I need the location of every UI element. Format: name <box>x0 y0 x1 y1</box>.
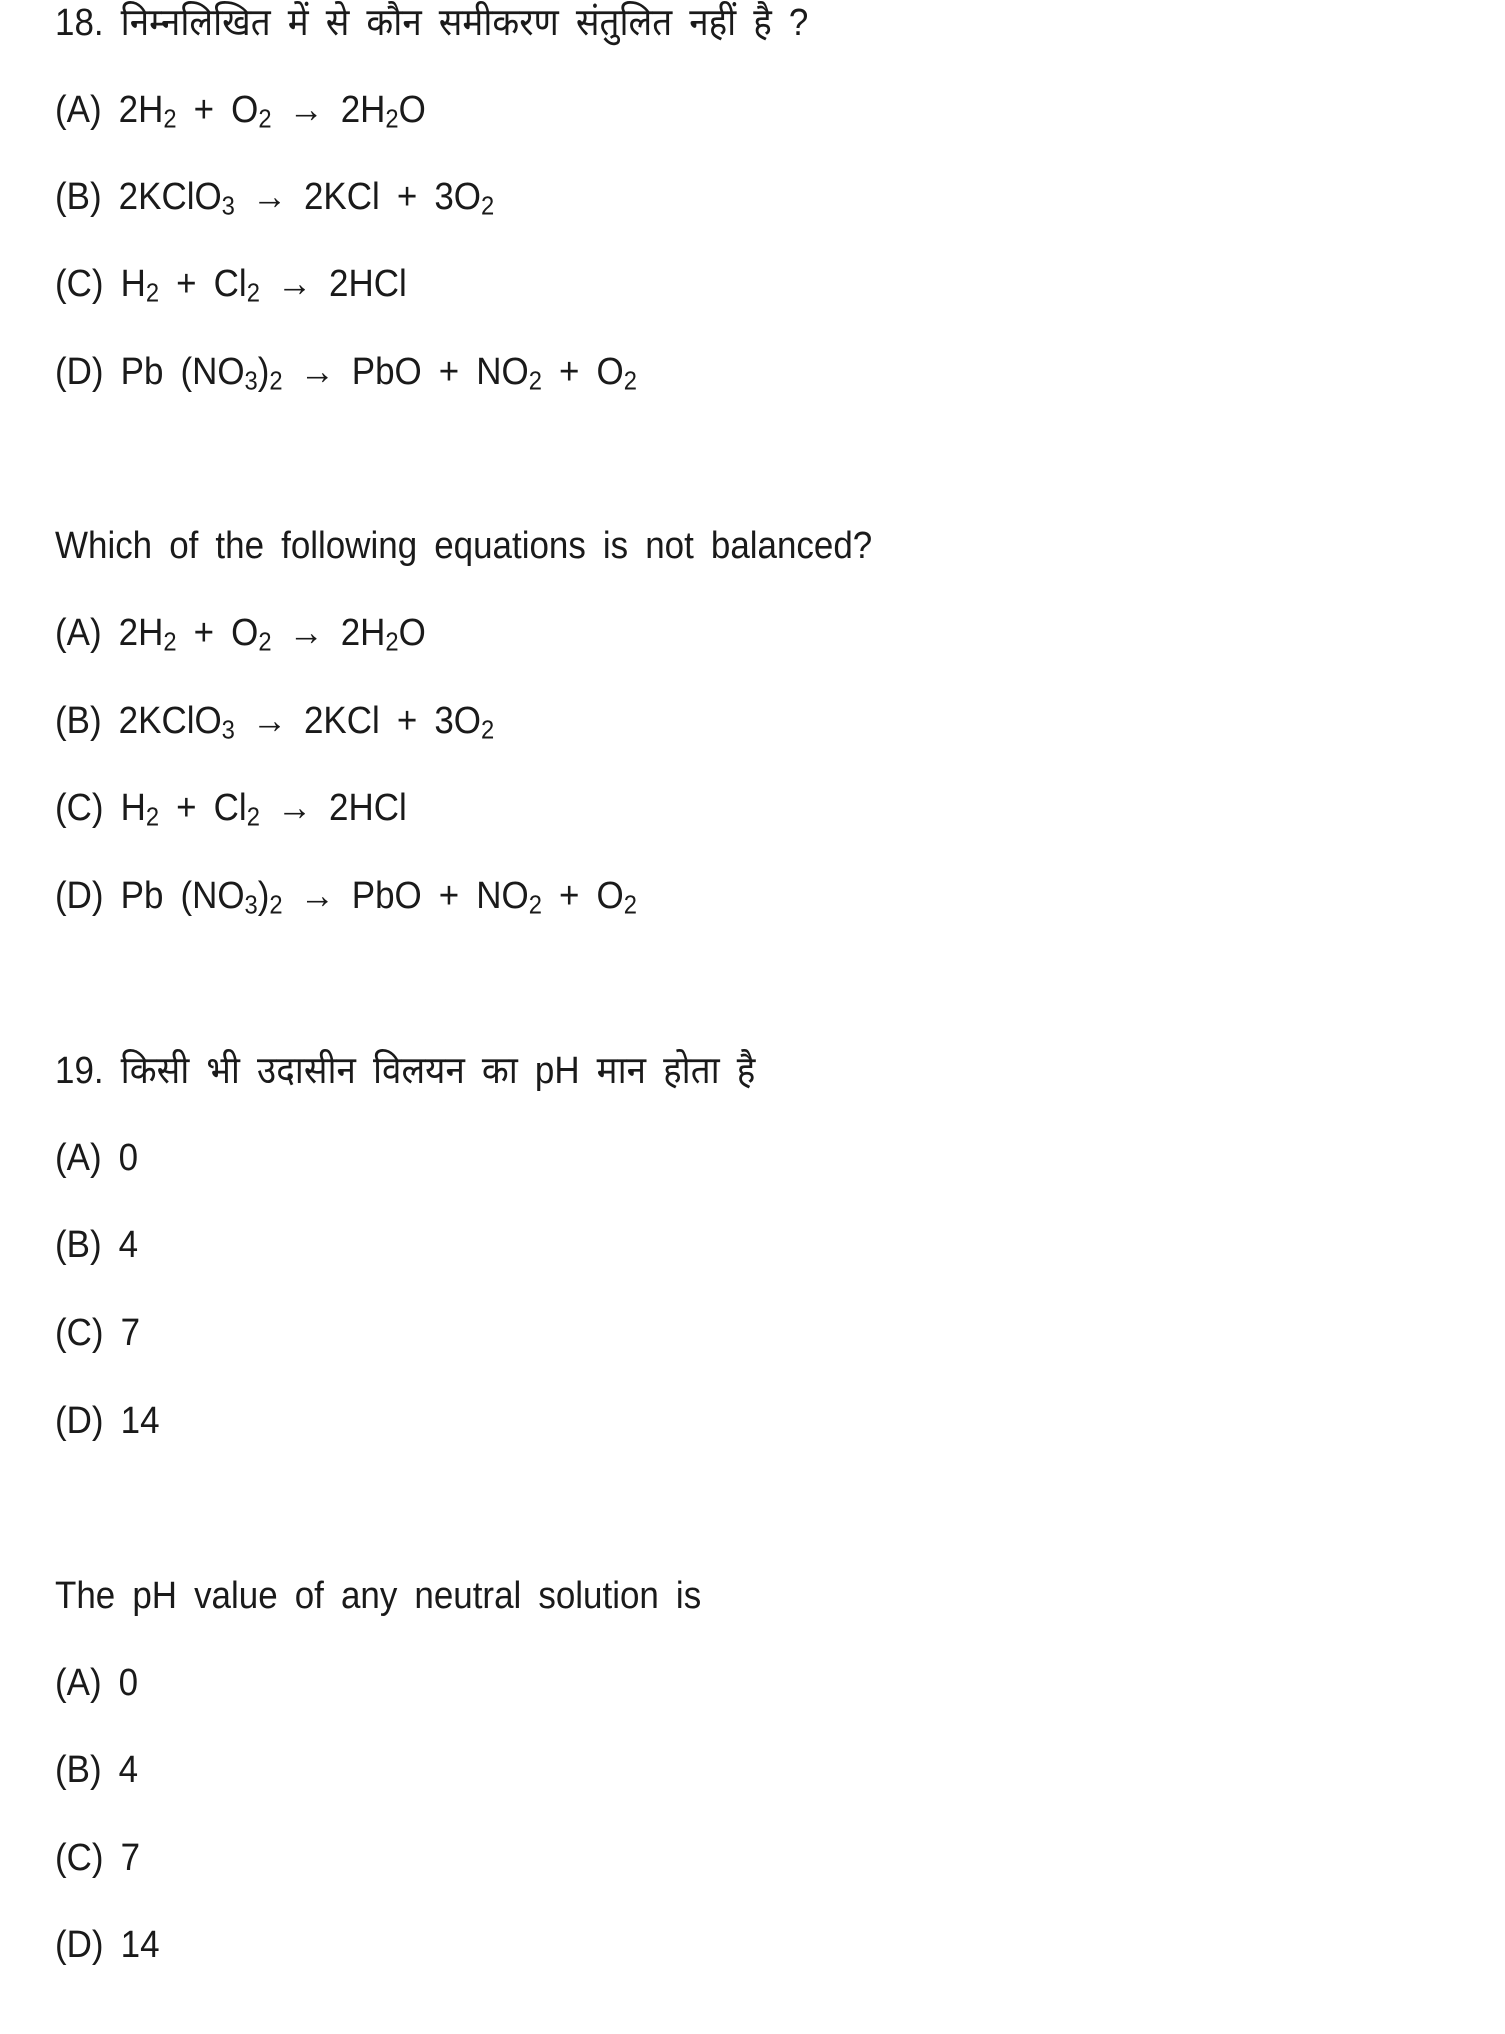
subscript: 2 <box>246 803 260 832</box>
formula-part: → 2KCl + 3O <box>234 700 481 742</box>
option-label: (B) <box>55 1749 102 1791</box>
q18-english-option-d <box>55 874 637 918</box>
formula-part: + Cl <box>159 263 247 305</box>
option-label: (A) <box>55 89 102 131</box>
subscript: 2 <box>145 803 160 832</box>
q19-hindi-option-b <box>55 1223 138 1267</box>
question-19-english-prompt: The pH value of any neutral solution is <box>55 1575 702 1617</box>
question-18-english-prompt: Which of the following equations is not balanced? <box>55 525 873 567</box>
formula-part: 2KClO <box>118 176 222 218</box>
formula-part: 2KClO <box>118 700 222 742</box>
subscript: 3 <box>244 891 258 920</box>
option-text: 7 <box>120 1312 141 1354</box>
formula-part: 2H <box>118 89 164 131</box>
option-label: (A) <box>55 612 102 654</box>
formula-part: → 2KCl + 3O <box>234 176 481 218</box>
subscript: 3 <box>221 192 235 221</box>
subscript: 2 <box>528 367 542 396</box>
q18-english-option-c <box>55 786 407 830</box>
option-label: (C) <box>55 1837 104 1879</box>
formula-part: ) <box>257 351 270 393</box>
formula-part: + O <box>541 351 624 393</box>
subscript: 3 <box>221 716 235 745</box>
q18-hindi-option-b <box>55 175 494 219</box>
option-label: (D) <box>55 1924 104 1966</box>
subscript: 2 <box>145 279 160 308</box>
formula-part: ) <box>257 875 270 917</box>
q18-hindi-option-c <box>55 262 407 306</box>
subscript: 2 <box>385 628 399 657</box>
option-label: (D) <box>55 875 104 917</box>
option-text: 14 <box>120 1924 160 1966</box>
q18-hindi-option-a <box>55 88 426 132</box>
formula-part: + Cl <box>159 787 247 829</box>
formula-part: 2H <box>118 612 164 654</box>
question-19-hindi-prompt: 19. किसी भी उदासीन विलयन का pH मान होता है <box>55 1050 756 1092</box>
option-text: 4 <box>118 1224 139 1266</box>
q19-english-option-d <box>55 1923 160 1967</box>
formula-part: Pb (NO <box>120 875 245 917</box>
option-label: (C) <box>55 1312 104 1354</box>
q19-english-option-a <box>55 1661 138 1705</box>
q18-english-option-a <box>55 611 426 655</box>
formula-part: → 2H <box>271 612 386 654</box>
formula-part: H <box>120 263 146 305</box>
subscript: 2 <box>623 367 637 396</box>
formula-part: O <box>398 89 426 131</box>
option-label: (C) <box>55 787 104 829</box>
q18-english-option-b <box>55 699 494 743</box>
formula-part: → 2H <box>271 89 386 131</box>
option-text: 7 <box>120 1837 141 1879</box>
option-label: (A) <box>55 1137 102 1179</box>
formula-part: O <box>398 612 426 654</box>
q18-hindi-option-d <box>55 350 637 394</box>
option-text: 0 <box>118 1662 139 1704</box>
q19-hindi-option-a <box>55 1136 138 1180</box>
option-label: (D) <box>55 1400 104 1442</box>
formula-part: → 2HCl <box>259 263 407 305</box>
q19-hindi-option-d <box>55 1399 160 1443</box>
subscript: 3 <box>244 367 258 396</box>
q19-english-option-b <box>55 1748 138 1792</box>
subscript: 2 <box>480 716 495 745</box>
subscript: 2 <box>163 628 177 657</box>
formula-part: + O <box>541 875 624 917</box>
option-label: (D) <box>55 351 104 393</box>
formula-part: → PbO + NO <box>282 875 529 917</box>
formula-part: H <box>120 787 146 829</box>
option-label: (B) <box>55 700 102 742</box>
formula-part: Pb (NO <box>120 351 245 393</box>
formula-part: + O <box>176 612 259 654</box>
subscript: 2 <box>269 367 283 396</box>
formula-part: + O <box>176 89 259 131</box>
option-text: 14 <box>120 1400 160 1442</box>
subscript: 2 <box>528 891 542 920</box>
option-label: (C) <box>55 263 104 305</box>
q19-hindi-option-c <box>55 1311 140 1355</box>
subscript: 2 <box>246 279 260 308</box>
question-18-hindi-prompt: 18. निम्नलिखित में से कौन समीकरण संतुलित नहीं है ? <box>55 2 809 44</box>
option-text: 0 <box>118 1137 139 1179</box>
option-label: (B) <box>55 176 102 218</box>
subscript: 2 <box>269 891 283 920</box>
subscript: 2 <box>385 105 399 134</box>
subscript: 2 <box>258 105 272 134</box>
subscript: 2 <box>623 891 637 920</box>
formula-part: → PbO + NO <box>282 351 529 393</box>
subscript: 2 <box>163 105 177 134</box>
subscript: 2 <box>258 628 272 657</box>
formula-part: → 2HCl <box>259 787 407 829</box>
option-label: (B) <box>55 1224 102 1266</box>
subscript: 2 <box>480 192 495 221</box>
q19-english-option-c <box>55 1836 140 1880</box>
option-text: 4 <box>118 1749 139 1791</box>
option-label: (A) <box>55 1662 102 1704</box>
